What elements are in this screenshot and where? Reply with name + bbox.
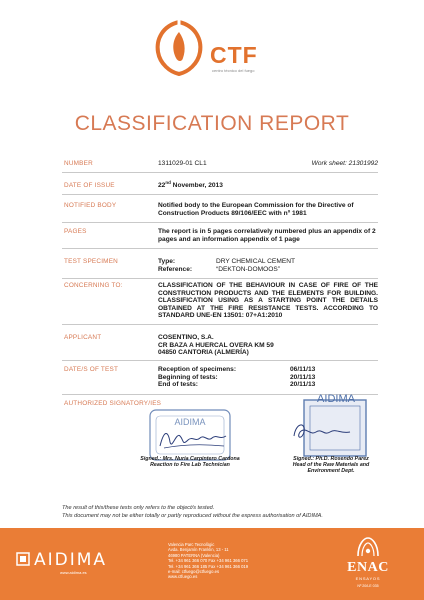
signer-left-name: Signed.: Mrs. Nuria Carpintero Cardona [140,456,240,462]
date-suffix: nd [165,179,171,185]
signer-right-name: Signed.: Ph.D. Rosendo Parez [293,456,369,462]
address-line: Valencia Parc Tecnològic [168,542,215,547]
ctf-logo [148,18,278,90]
type-key: Type: [158,258,176,265]
applicant-city: 04850 CANTORIA (ALMERÍA) [158,349,249,357]
signer-right-role: Head of the Raw Materials and [292,462,370,469]
divider [62,172,378,173]
address-line: Tel. +34 961 366 070 Fax +34 961 366 071 [168,558,249,564]
notified-body-label: NOTIFIED BODY [64,202,117,209]
enac-number: Nº 20/LE 035 [357,584,379,588]
stamp-text: AIDIMA [174,417,206,427]
date-item [158,381,378,389]
logo-subtitle: centro técnico del fuego [212,68,255,73]
divider [62,222,378,223]
specimen-label: TEST SPECIMEN [64,258,118,265]
specimen-value [158,258,378,273]
footer [0,528,424,600]
divider [62,324,378,325]
concerning-value: CLASSIFICATION OF THE BEHAVIOUR IN CASE OF FIRE OF THE CONSTRUCTION PRODUCTS AND THE ELEMENTS FOR BUILDING. CLASSIFICATION USING AS A STARTING POINT THE DETAILS OBTAINED AT THE FIRE RESISTANCE TESTS. ACCORDING TO STANDARD UNE-EN 13501: 07+A1:2010 [158,282,378,320]
report-number: 1311029-01 CL1 [158,160,207,167]
date-day: 22 [158,182,166,189]
number-label: NUMBER [64,160,93,167]
signature-caption-right [276,456,386,475]
signatories-label: AUTHORIZED SIGNATORY/IES [64,400,162,407]
footer-website: www.aidima.es [60,570,87,575]
pages-label: PAGES [64,228,87,235]
disclaimer-line1: The result of this/these tests only refers to the object/s tested. [62,505,215,511]
divider [62,360,378,361]
date-value [158,179,378,190]
type-value: DRY CHEMICAL CEMENT [216,258,296,265]
signer-right-dept: Environment Dept. [307,468,355,475]
aidima-logo-icon [16,552,30,566]
date-item [158,366,378,374]
address-line: www.ctfuego.es [168,574,198,580]
enac-name: ENAC [347,560,389,575]
divider [62,194,378,195]
reference-value: “DEKTON-DOMOOS” [216,265,280,273]
stamp-text-right: AIDIMA [317,393,355,405]
number-value [158,160,378,168]
signer-left-role: Reaction to Fire Lab Technician [150,462,230,469]
page-title: CLASSIFICATION REPORT [74,112,350,135]
date-item-value: 20/11/13 [290,381,316,389]
disclaimer-line2: This document may not be either totally or partly reproduced without the express authorisation of AIDIMA. [62,513,323,519]
divider [62,248,378,249]
enac-badge [332,534,404,594]
address-line: e-mail: ctfuego@ctfuego.es [168,569,220,575]
pages-value: The report is in 5 pages correlatively numbered plus an appendix of 2 pages and an information appendix of 1 page [158,228,376,243]
address-line: 46980 PATERNA (Valencia) [168,552,220,558]
applicant-label: APPLICANT [64,334,102,341]
logo-text: CTF [210,42,258,68]
handwritten-signature-right [288,414,358,448]
applicant-address: CR BAZA A HUERCAL OVERA KM 59 [158,341,274,349]
notified-body-value: Notified body to the European Commission for the Directive of Construction Products 89/106/EEC with nº 1981 [158,202,354,217]
applicant-value [158,334,378,357]
date-item [158,374,378,382]
concerning-label: CONCERNING TO: [64,282,123,289]
date-label: DATE OF ISSUE [64,182,115,189]
work-sheet: Work sheet: 21301992 [311,160,378,167]
divider [62,278,378,279]
date-item-value: 20/11/13 [290,373,316,381]
applicant-name: COSENTINO, S.A. [158,334,214,341]
address-line: Avda. Benjamín Franklin, 13 - 11 [168,547,229,553]
dates-value [158,366,378,389]
date-rest: November, 2013 [170,182,223,189]
address-line: Tel. +34 961 366 185 Fax +34 961 366 019 [168,563,249,569]
date-item-value: 06/11/13 [290,366,316,373]
footer-logo-text: AIDIMA [34,550,108,570]
footer-address [168,542,248,580]
dates-label: DATE/S OF TEST [64,366,119,373]
flame-logo-icon [148,18,210,80]
enac-subtitle: ENSAYOS [355,576,381,581]
handwritten-signature-left [154,422,232,454]
date-item-key: Reception of specimens: [158,366,237,373]
enac-emblem-icon [354,534,382,560]
reference-key: Reference: [158,265,193,273]
signature-caption-left [130,456,250,468]
date-item-key: Beginning of tests: [158,373,218,381]
date-item-key: End of tests: [158,381,198,389]
